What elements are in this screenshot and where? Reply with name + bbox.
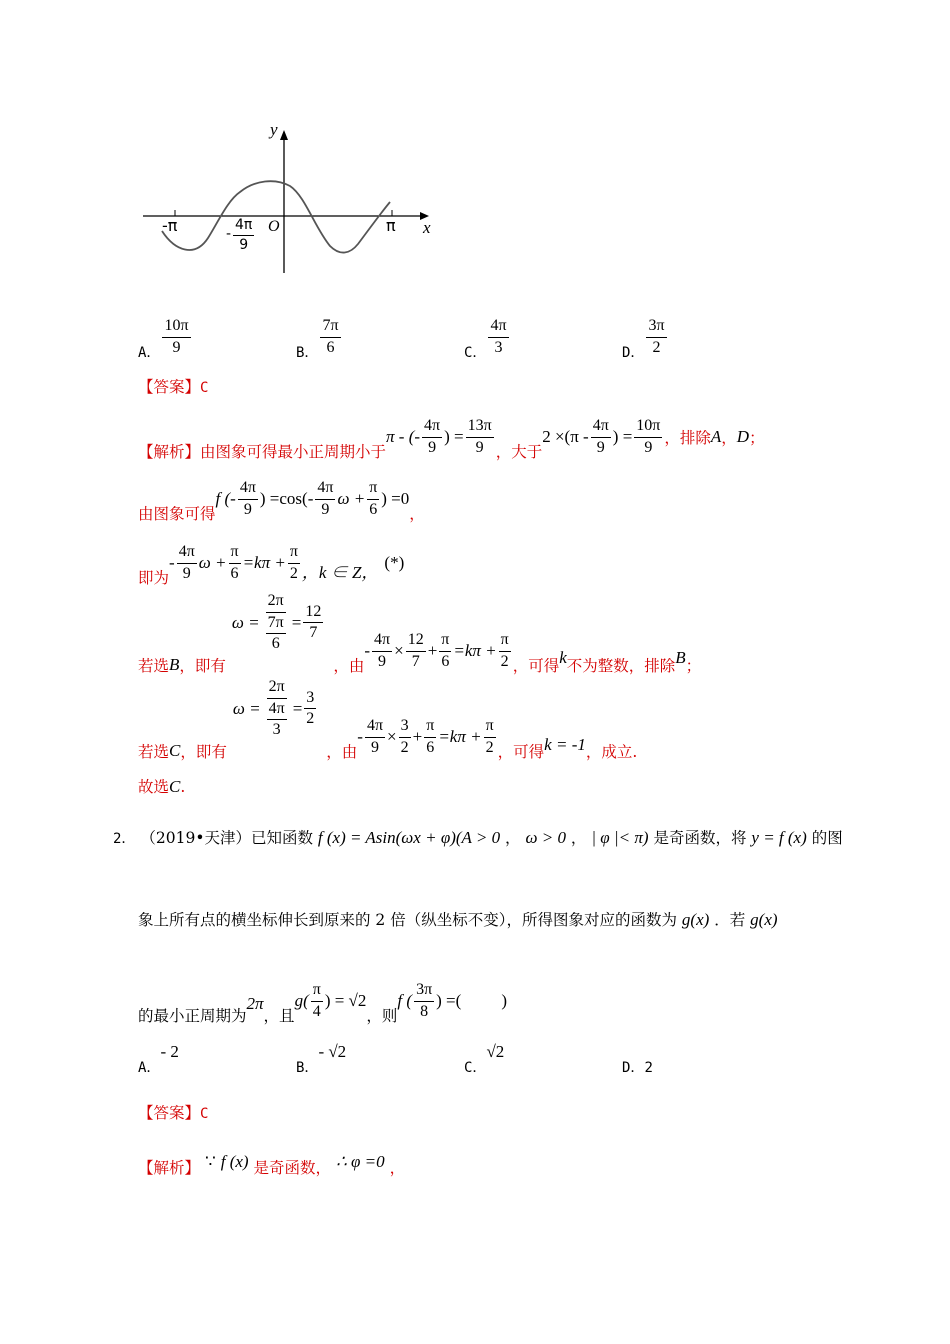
pi-label: π bbox=[386, 216, 396, 235]
math-expr-6: - $\frac{4\pi}{9}$ × $\frac{3}{2}$ + $\frac{\pi}{6}$ =kπ + $\frac{\pi}{2}$ bbox=[357, 716, 494, 756]
q2-analysis-line1: 【解析】 ∵ f (x) 是奇函数， ∴ φ =0 ， bbox=[138, 1152, 406, 1177]
q1-analysis-line2: 由图象可得 f (- $\frac{4\pi}{9}$ ) =cos(- $\frac{4\pi}{9}$ ω + $\frac{\pi}{6}$ ) =0 ， bbox=[138, 478, 425, 523]
y-axis-label: y bbox=[270, 120, 278, 139]
math-expr-1: π - (- $\frac{4\pi}{9}$ ) = $\frac{13\pi}{9}$ bbox=[386, 416, 492, 456]
option-fraction: $\frac{3\pi}{2}$ bbox=[648, 316, 665, 356]
q2-stem-line1: 2． （2019•天津）已知函数 f (x) = Asin(ωx + φ)(A > 0 ， ω > 0 ， | φ |< π) 是奇函数，将 y = f (x) 的图 bbox=[113, 828, 843, 847]
q1-analysis-line1: 【解析】 由图象可得最小正周期小于 π - (- $\frac{4\pi}{9}$ ) = $\frac{13\pi}{9}$ ，大于 2 ×(π - $\frac{4\pi}{9}$ ) = $\frac{10\pi}{9}$ ，排除 A ， D ； bbox=[138, 416, 765, 461]
option-letter: D． bbox=[622, 345, 645, 361]
math-expr-3: f (- $\frac{4\pi}{9}$ ) =cos(- $\frac{4\pi}{9}$ ω + $\frac{\pi}{6}$ ) =0 bbox=[215, 478, 410, 518]
analysis-tag: 【解析】 bbox=[138, 1159, 201, 1177]
omega-expr-2: ω = $\frac{2\pi}{\frac{4\pi}{3}}$ = $\frac{3}{2}$ bbox=[232, 677, 315, 739]
q2-option-a[interactable]: A．- 2 bbox=[138, 1042, 179, 1076]
option-letter: C． bbox=[464, 345, 487, 361]
q2-stem-line3: 的最小正周期为 2π ，且 g( $\frac{\pi}{4}$ ) = √2 ，则 f ( $\frac{3\pi}{8}$ ) =( ) bbox=[138, 980, 507, 1025]
q1-option-c[interactable] bbox=[464, 312, 511, 362]
answer-tag: 【答案】 bbox=[138, 378, 201, 396]
answer-tag: 【答案】 bbox=[138, 1104, 201, 1122]
q2-answer bbox=[138, 1101, 208, 1123]
q1-analysis-line5: 若选 C ，即有 ω = $\frac{2\pi}{\frac{4\pi}{3}}$ = $\frac{3}{2}$ ，由 - $\frac{4\pi}{9}$ × $\frac{3}{2}$ + $\frac{\pi}{6}$ =kπ + $\frac{\pi}{2}$ ，可得 k = -1 ，成立. bbox=[138, 677, 638, 761]
sine-curve bbox=[162, 181, 390, 252]
origin-label: O bbox=[268, 218, 280, 235]
q2-stem-line2: 象上所有点的横坐标伸长到原来的 2 倍（纵坐标不变），所得图象对应的函数为 g(x) ．若 g(x) bbox=[138, 910, 778, 929]
q1-option-a[interactable] bbox=[138, 312, 193, 362]
q1-option-b[interactable] bbox=[296, 312, 343, 362]
q1-analysis-line3: 即为 - $\frac{4\pi}{9}$ ω + $\frac{\pi}{6}$ =kπ + $\frac{\pi}{2}$ ，k ∈ Z， (*) bbox=[138, 542, 405, 587]
neg-pi-label: -π bbox=[162, 216, 178, 235]
g-expr: g( $\frac{\pi}{4}$ ) = √2 bbox=[294, 980, 367, 1020]
q1-analysis-line4: 若选 B ，即有 ω = $\frac{2\pi}{\frac{7\pi}{6}}$ = $\frac{12}{7}$ ，由 - $\frac{4\pi}{9}$ × $\frac{12}{7}$ + $\frac{\pi}{6}$ =kπ + $\frac{\pi}{2}$ ，可得 k 不为整数，排除 B ； bbox=[138, 591, 702, 675]
answer-blank-close: ) bbox=[501, 991, 507, 1010]
q2-option-c[interactable]: C．√2 bbox=[464, 1042, 505, 1076]
math-expr-5: - $\frac{4\pi}{9}$ × $\frac{12}{7}$ + $\frac{\pi}{6}$ =kπ + $\frac{\pi}{2}$ bbox=[364, 630, 509, 670]
math-expr-4: - $\frac{4\pi}{9}$ ω + $\frac{\pi}{6}$ =kπ + $\frac{\pi}{2}$ bbox=[169, 542, 298, 582]
f-expr: f ( $\frac{3\pi}{8}$ ) =( bbox=[397, 980, 462, 1020]
q2-option-b[interactable]: B．- √2 bbox=[296, 1042, 347, 1076]
omega-expr-1: ω = $\frac{2\pi}{\frac{7\pi}{6}}$ = $\frac{12}{7}$ bbox=[231, 591, 322, 653]
option-fraction: $\frac{10\pi}{9}$ bbox=[164, 316, 189, 356]
option-fraction: $\frac{4\pi}{3}$ bbox=[490, 316, 507, 356]
option-letter: B． bbox=[296, 345, 319, 361]
analysis-tag: 【解析】 bbox=[138, 443, 201, 461]
q1-analysis-line6: 故选C. bbox=[138, 777, 186, 796]
x-axis-label: x bbox=[423, 218, 431, 237]
q2-option-d[interactable]: D．2 bbox=[622, 1060, 653, 1076]
answer-value: C bbox=[200, 1106, 209, 1122]
question-number: 2． bbox=[113, 831, 136, 847]
option-letter: A． bbox=[138, 345, 161, 361]
x-marker-sign: - bbox=[226, 226, 232, 242]
graph-svg bbox=[140, 118, 440, 278]
x-marker-fraction: $\frac{4\pi}{9}$ bbox=[235, 217, 253, 253]
sine-graph bbox=[140, 118, 440, 278]
q1-answer bbox=[138, 375, 208, 397]
option-fraction: $\frac{7\pi}{6}$ bbox=[322, 316, 339, 356]
math-expr-2: 2 ×(π - $\frac{4\pi}{9}$ ) = $\frac{10\pi}{9}$ bbox=[542, 416, 661, 456]
q1-option-d[interactable] bbox=[622, 312, 669, 362]
answer-value: C bbox=[200, 380, 209, 396]
y-axis-arrow bbox=[280, 130, 288, 140]
